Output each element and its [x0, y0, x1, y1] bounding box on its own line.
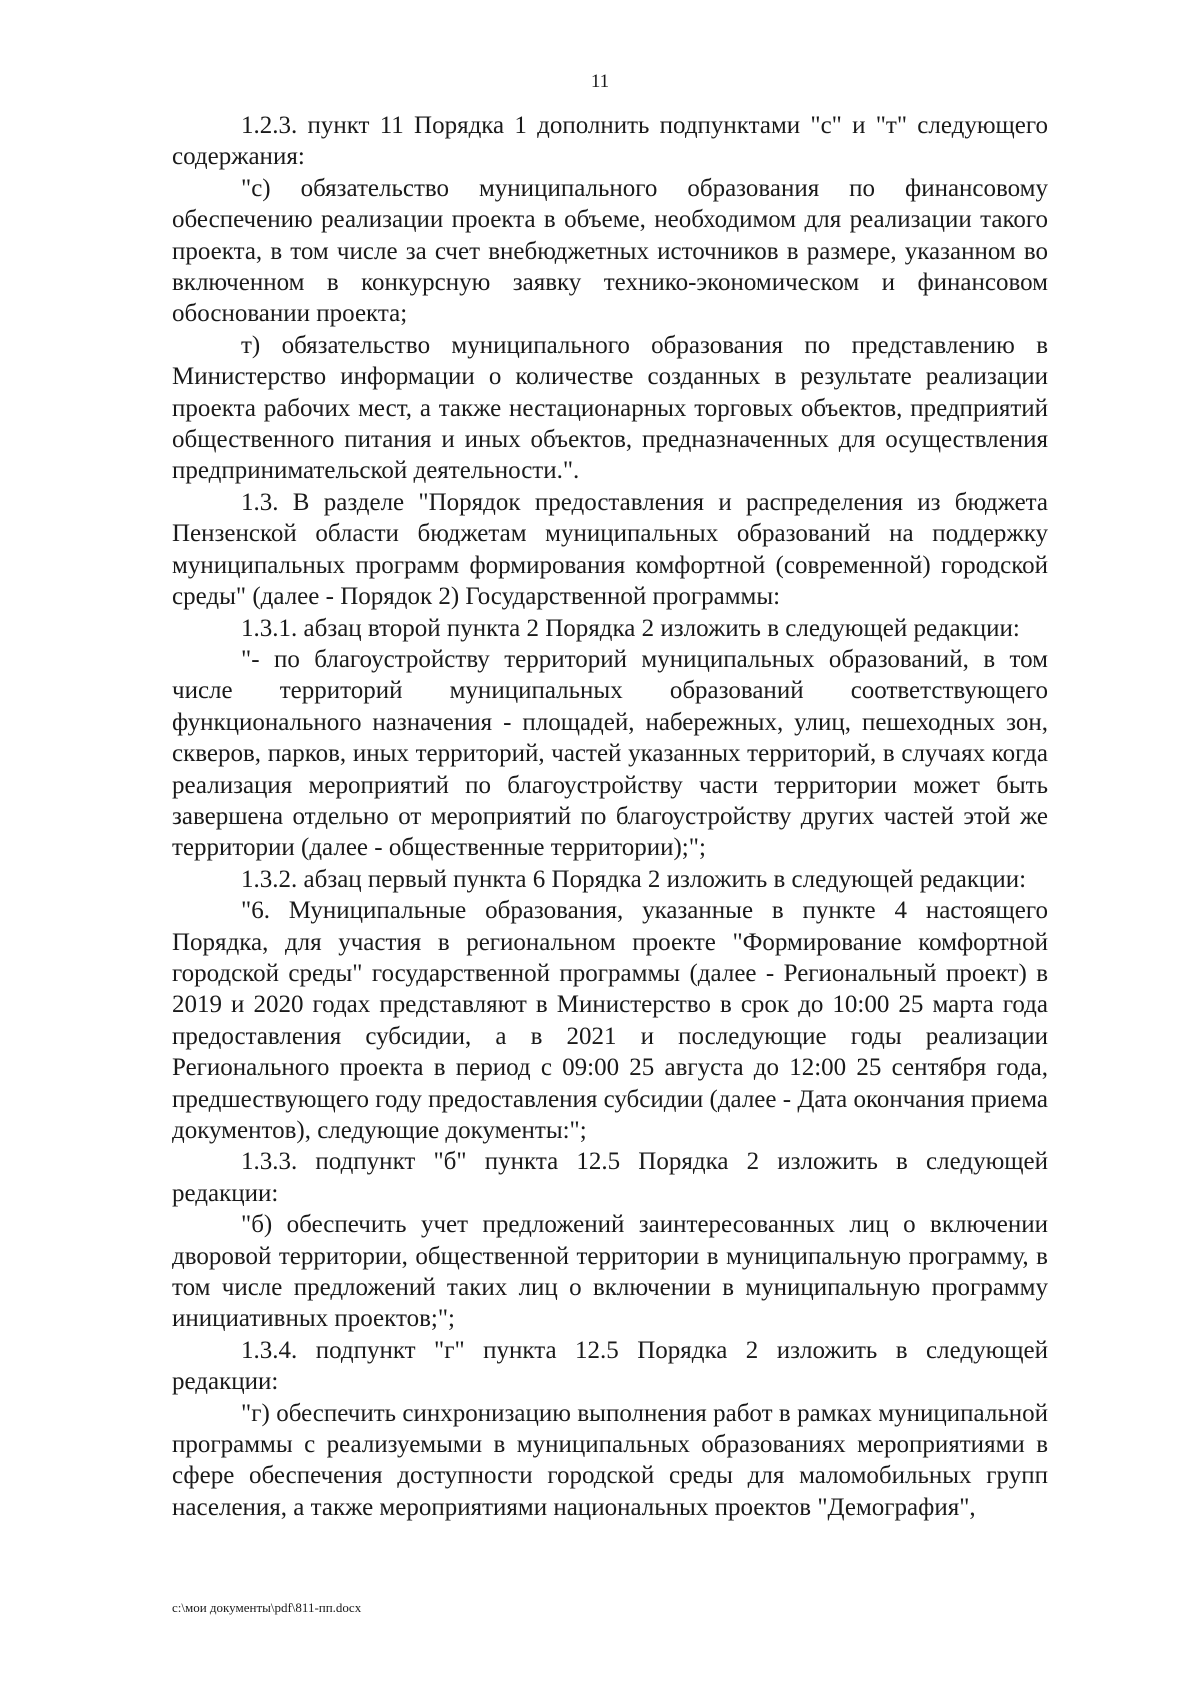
paragraph: "- по благоустройству территорий муниципальных образований, в том числе территорий муниципальных образований соответствующего функционального назначения - площадей, набережных, улиц, пешеходных зон, скверов, парков, иных территорий, частей указанных территорий, в случаях когда реализация мероприятий по благоустройству части территории может быть завершена отдельно от мероприятий по благоустройству других частей этой же территории (далее - общественные территории);";: [172, 645, 1048, 862]
document-body: [172, 110, 1048, 1523]
paragraph: 1.3.1. абзац второй пункта 2 Порядка 2 изложить в следующей редакции:: [241, 614, 1020, 642]
paragraph: "6. Муниципальные образования, указанные в пункте 4 настоящего Порядка, для участия в региональном проекте "Формирование комфортной городской среды" государственной программы (далее - Региональный проект) в 2019 и 2020 годах представляют в Министерство в срок до 10:00 25 марта года предоставления субсидии, а в 2021 и последующие годы реализации Регионального проекта в период с 09:00 25 августа до 12:00 25 сентября года, предшествующего году предоставления субсидии (далее - Дата окончания приема документов), следующие документы:";: [172, 897, 1048, 1144]
paragraph: 1.3.2. абзац первый пункта 6 Порядка 2 изложить в следующей редакции:: [241, 865, 1027, 893]
paragraph: 1.3.4. подпункт "г" пункта 12.5 Порядка 2 изложить в следующей редакции:: [172, 1336, 1048, 1396]
paragraph: 1.2.3. пункт 11 Порядка 1 дополнить подпунктами "с" и "т" следующего содержания:: [172, 112, 1048, 171]
paragraph: "б) обеспечить учет предложений заинтересованных лиц о включении дворовой территории, общественной территории в муниципальную программу, в том числе предложений таких лиц о включении в муниципальную программу инициативных проектов;";: [172, 1211, 1048, 1333]
paragraph: "г) обеспечить синхронизацию выполнения работ в рамках муниципальной программы с реализуемыми в муниципальных образованиях мероприятиями в сфере обеспечения доступности городской среды для маломобильных групп населения, а также мероприятиями национальных проектов "Демография",: [172, 1399, 1048, 1521]
paragraph: 1.3. В разделе "Порядок предоставления и распределения из бюджета Пензенской области бюджетам муниципальных образований на поддержку муниципальных программ формирования комфортной (современной) городской среды" (далее - Порядок 2) Государственной программы:: [172, 488, 1048, 611]
paragraph: 1.3.3. подпункт "б" пункта 12.5 Порядка 2 изложить в следующей редакции:: [172, 1148, 1048, 1207]
paragraph: т) обязательство муниципального образования по представлению в Министерство информации о количестве созданных в результате реализации проекта рабочих мест, а также нестационарных торговых объектов, предприятий общественного питания и иных объектов, предназначенных для осуществления предпринимательской деятельности.".: [172, 331, 1048, 485]
page-number: 11: [590, 71, 610, 92]
paragraph: "с) обязательство муниципального образования по финансовому обеспечению реализации проекта в объеме, необходимом для реализации такого проекта, в том числе за счет внебюджетных источников в размере, указанном во включенном в конкурсную заявку технико-экономическом и финансовом обосновании проекта;: [172, 174, 1048, 328]
footer-file-path: c:\мои документы\pdf\811-пп.docx: [172, 1600, 362, 1615]
